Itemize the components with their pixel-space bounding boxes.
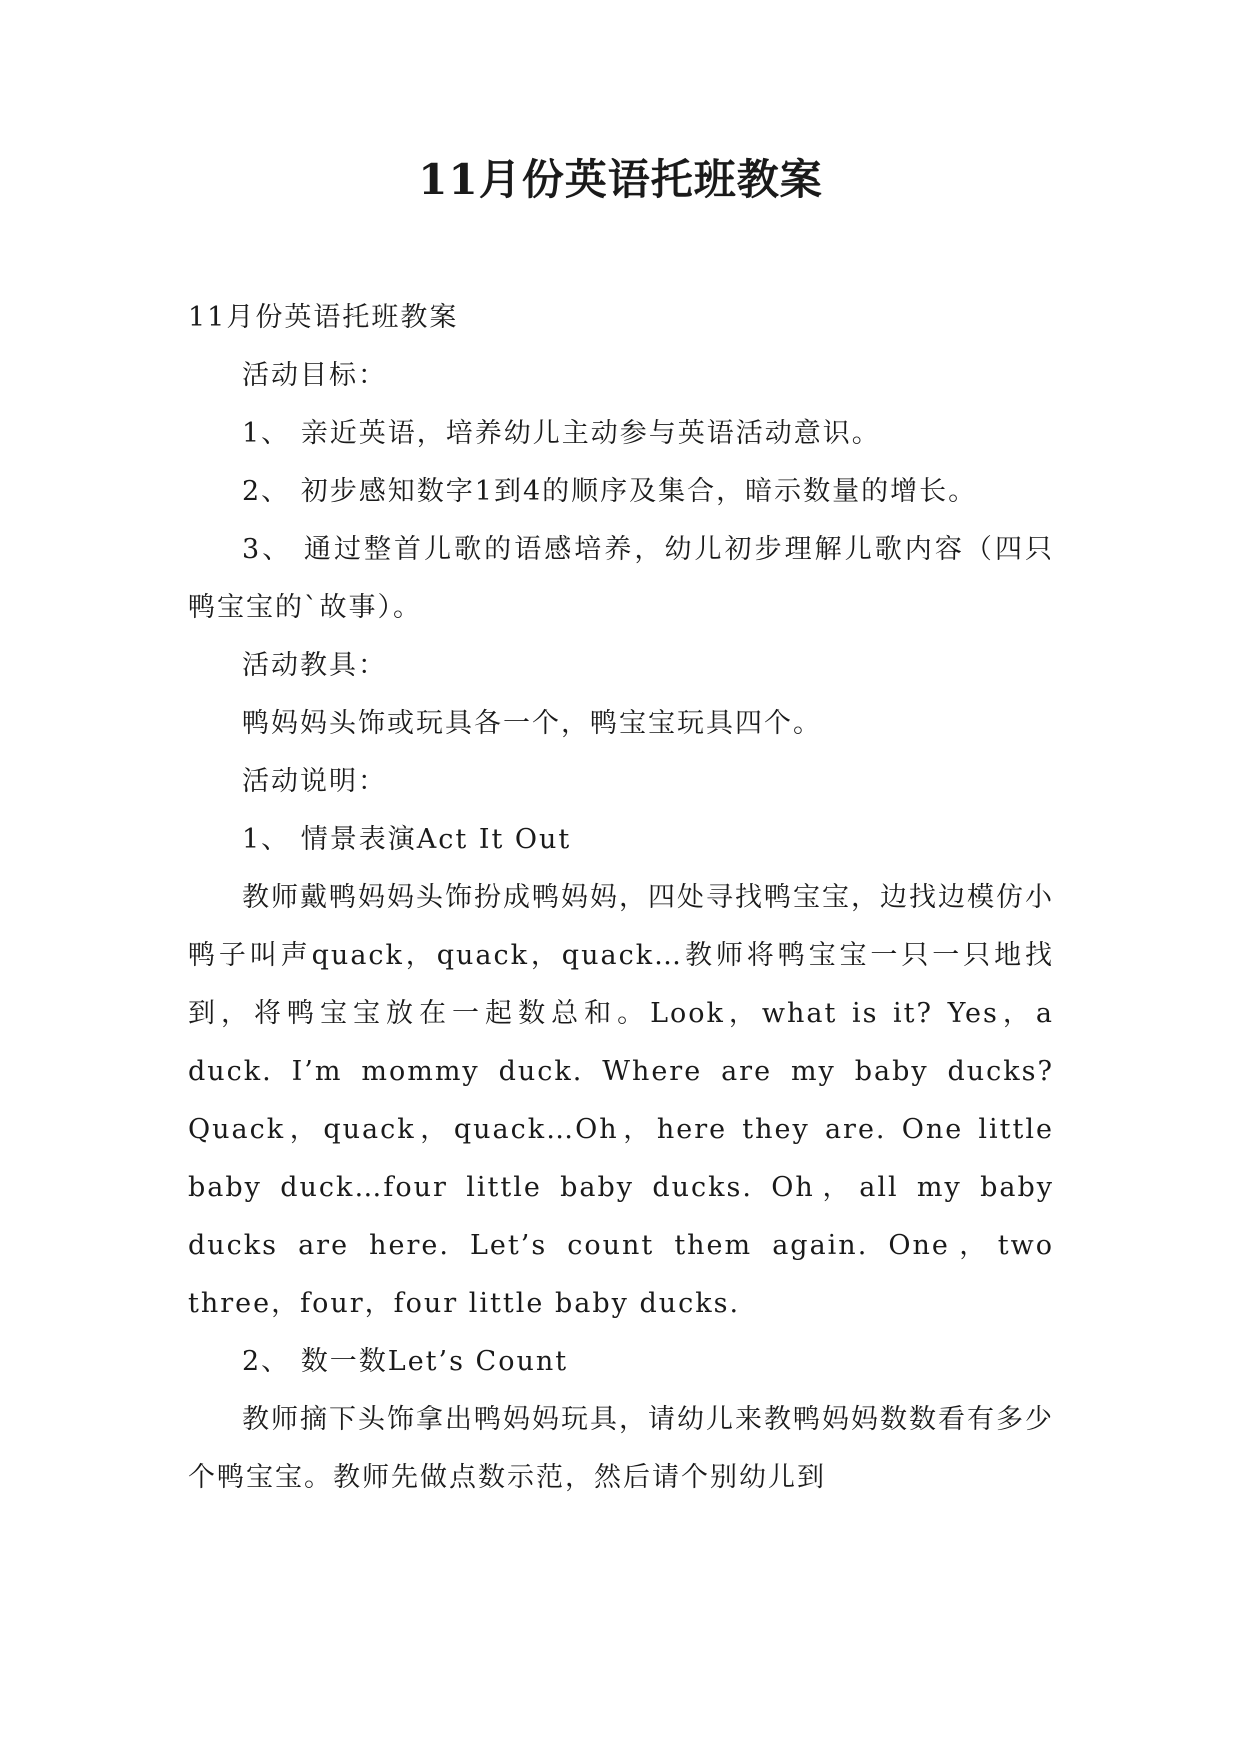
document-body <box>188 289 1054 1507</box>
paragraph-step-2-body: 教师摘下头饰拿出鸭妈妈玩具，请幼儿来教鸭妈妈数数看有多少个鸭宝宝。教师先做点数示范，然后请个别幼儿到 <box>188 1404 1054 1493</box>
paragraph-heading: 11月份英语托班教案 <box>188 302 459 333</box>
paragraph-step-1-body: 教师戴鸭妈妈头饰扮成鸭妈妈，四处寻找鸭宝宝，边找边模仿小鸭子叫声quack，quack，quack…教师将鸭宝宝一只一只地找到，将鸭宝宝放在一起数总和。Look，what is it? Yes，a duck. I’m mommy duck. Where are my baby ducks? Quack，quack，quack…Oh，here they are. One little baby duck…four little baby ducks. Oh，all my baby ducks are here. Let’s count them again. One，two three，four，four little baby ducks. <box>188 882 1054 1319</box>
paragraph-goal-3: 3、 通过整首儿歌的语感培养，幼儿初步理解儿歌内容（四只鸭宝宝的`故事）。 <box>188 534 1054 623</box>
paragraph-materials-heading: 活动教具： <box>242 650 387 681</box>
document-title: 11月份英语托班教案 <box>418 155 823 204</box>
paragraph-goal-1: 1、 亲近英语，培养幼儿主动参与英语活动意识。 <box>242 418 881 449</box>
paragraph-goals-heading: 活动目标： <box>242 360 387 391</box>
paragraph-goal-2: 2、 初步感知数字1到4的顺序及集合，暗示数量的增长。 <box>242 476 978 507</box>
paragraph-step-1-heading: 1、 情景表演Act It Out <box>242 824 572 855</box>
paragraph-step-2-heading: 2、 数一数Let’s Count <box>242 1346 569 1377</box>
paragraph-instructions-heading: 活动说明： <box>242 766 387 797</box>
paragraph-materials: 鸭妈妈头饰或玩具各一个，鸭宝宝玩具四个。 <box>242 708 822 739</box>
